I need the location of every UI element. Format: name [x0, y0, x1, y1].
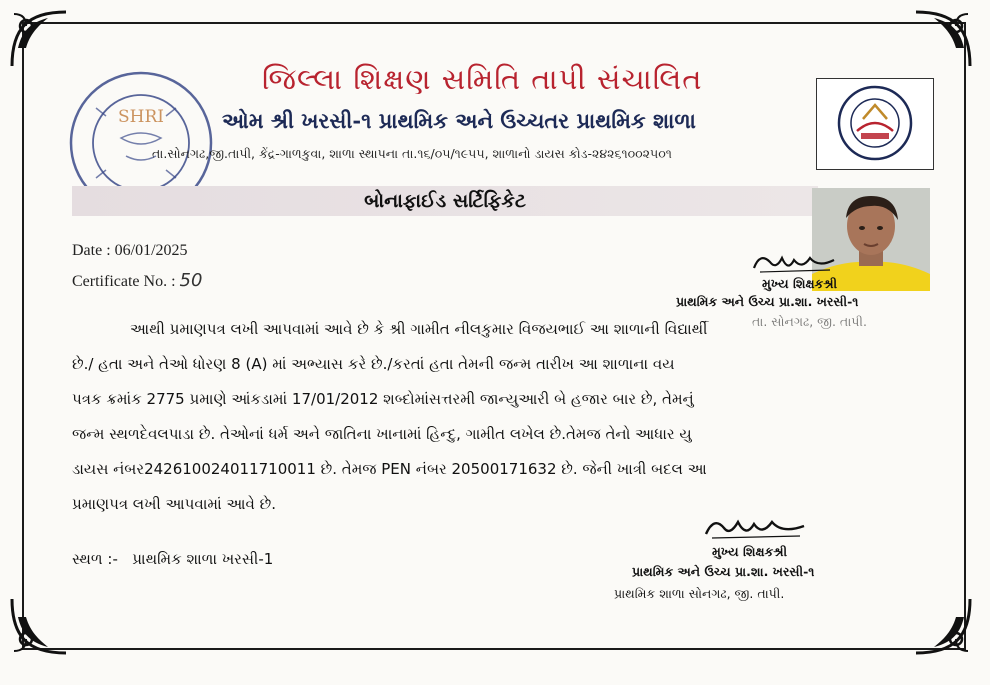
date-value: 06/01/2025 — [114, 242, 188, 259]
signature-top-title: મુખ્ય શિક્ષકશ્રી — [762, 276, 838, 291]
signature-top-place: તા. સોનગઢ, જી. તાપી. — [752, 314, 867, 329]
header-school-address: તા.સોનગઢ,જી.તાપી, કેંદ્ર-ગાળકુવા, શાળા સ્થાપના તા.૧૬/૦૫/૧૯૫૫, શાળાનો ડાયસ કોડ-૨૪૨૬૧૦૦૨૫૦૧ — [152, 146, 672, 161]
body-line: પત્રક ક્રમાંક 2775 પ્રમાણે આંકડામાં 17/01/2012 શબ્દોમાંસત્તરમી જાન્યુઆરી બે હજાર બાર છે, તેમનું — [72, 390, 694, 408]
signature-bottom-title: મુખ્ય શિક્ષકશ્રી — [712, 544, 788, 559]
place-label: સ્થળ :- — [72, 550, 118, 568]
certificate-number-value: 50 — [179, 270, 203, 291]
signature-top-icon — [750, 248, 840, 278]
date-label: Date : — [72, 242, 111, 259]
signature-bottom-icon — [700, 512, 810, 544]
svg-text:SHRI: SHRI — [118, 107, 164, 127]
certificate-number-row — [72, 270, 202, 291]
body-line: છે./ હતા અને તેઓ ધોરણ 8 (A) માં અભ્યાસ કરે છે./કરતાં હતા તેમની જન્મ તારીખ આ શાળાના વય — [72, 355, 675, 373]
signature-bottom-place: પ્રાથમિક શાળા સોનગઢ, જી. તાપી. — [614, 586, 785, 601]
body-line: આથી પ્રમાણપત્ર લખી આપવામાં આવે છે કે શ્રી ગામીત નીલકુમાર વિજયભાઈ આ શાળાની વિદ્યાર્થી — [130, 320, 708, 338]
signature-bottom-school: પ્રાથમિક અને ઉચ્ચ પ્રા.શા. ખરસી-૧ — [632, 564, 815, 579]
place-row — [72, 550, 273, 568]
corner-ornament-icon — [912, 8, 974, 70]
body-line: પ્રમાણપત્ર લખી આપવામાં આવે છે. — [72, 495, 276, 513]
date-row — [72, 242, 188, 260]
header-school-name: ઓમ શ્રી ખરસી-૧ પ્રાથમિક અને ઉચ્ચતર પ્રાથમિક શાળા — [222, 108, 696, 133]
certificate-title: બોનાફાઈડ સર્ટિફિકેટ — [364, 190, 526, 212]
certificate-body — [72, 312, 952, 522]
school-logo-icon — [816, 78, 934, 170]
corner-ornament-icon — [8, 595, 70, 657]
place-value: પ્રાથમિક શાળા ખરસી-1 — [132, 550, 274, 568]
certificate-number-label: Certificate No. : — [72, 273, 176, 290]
signature-top-school: પ્રાથમિક અને ઉચ્ચ પ્રા.શા. ખરસી-૧ — [676, 294, 859, 309]
body-line: ડાયસ નંબર242610024011710011 છે. તેમજ PEN નંબર 20500171632 છે. જેની ખાત્રી બદલ આ — [72, 460, 707, 478]
title-band — [72, 186, 818, 216]
header-trust-name: જિલ્લા શિક્ષણ સમિતિ તાપી સંચાલિત — [262, 62, 703, 96]
body-line: જન્મ સ્થળદેવલપાડા છે. તેઓનાં ધર્મ અને જાતિના ખાનામાં હિન્દુ, ગામીત લખેલ છે.તેમજ તેનો આધાર યુ — [72, 425, 692, 443]
corner-ornament-icon — [912, 595, 974, 657]
corner-ornament-icon — [8, 8, 70, 70]
